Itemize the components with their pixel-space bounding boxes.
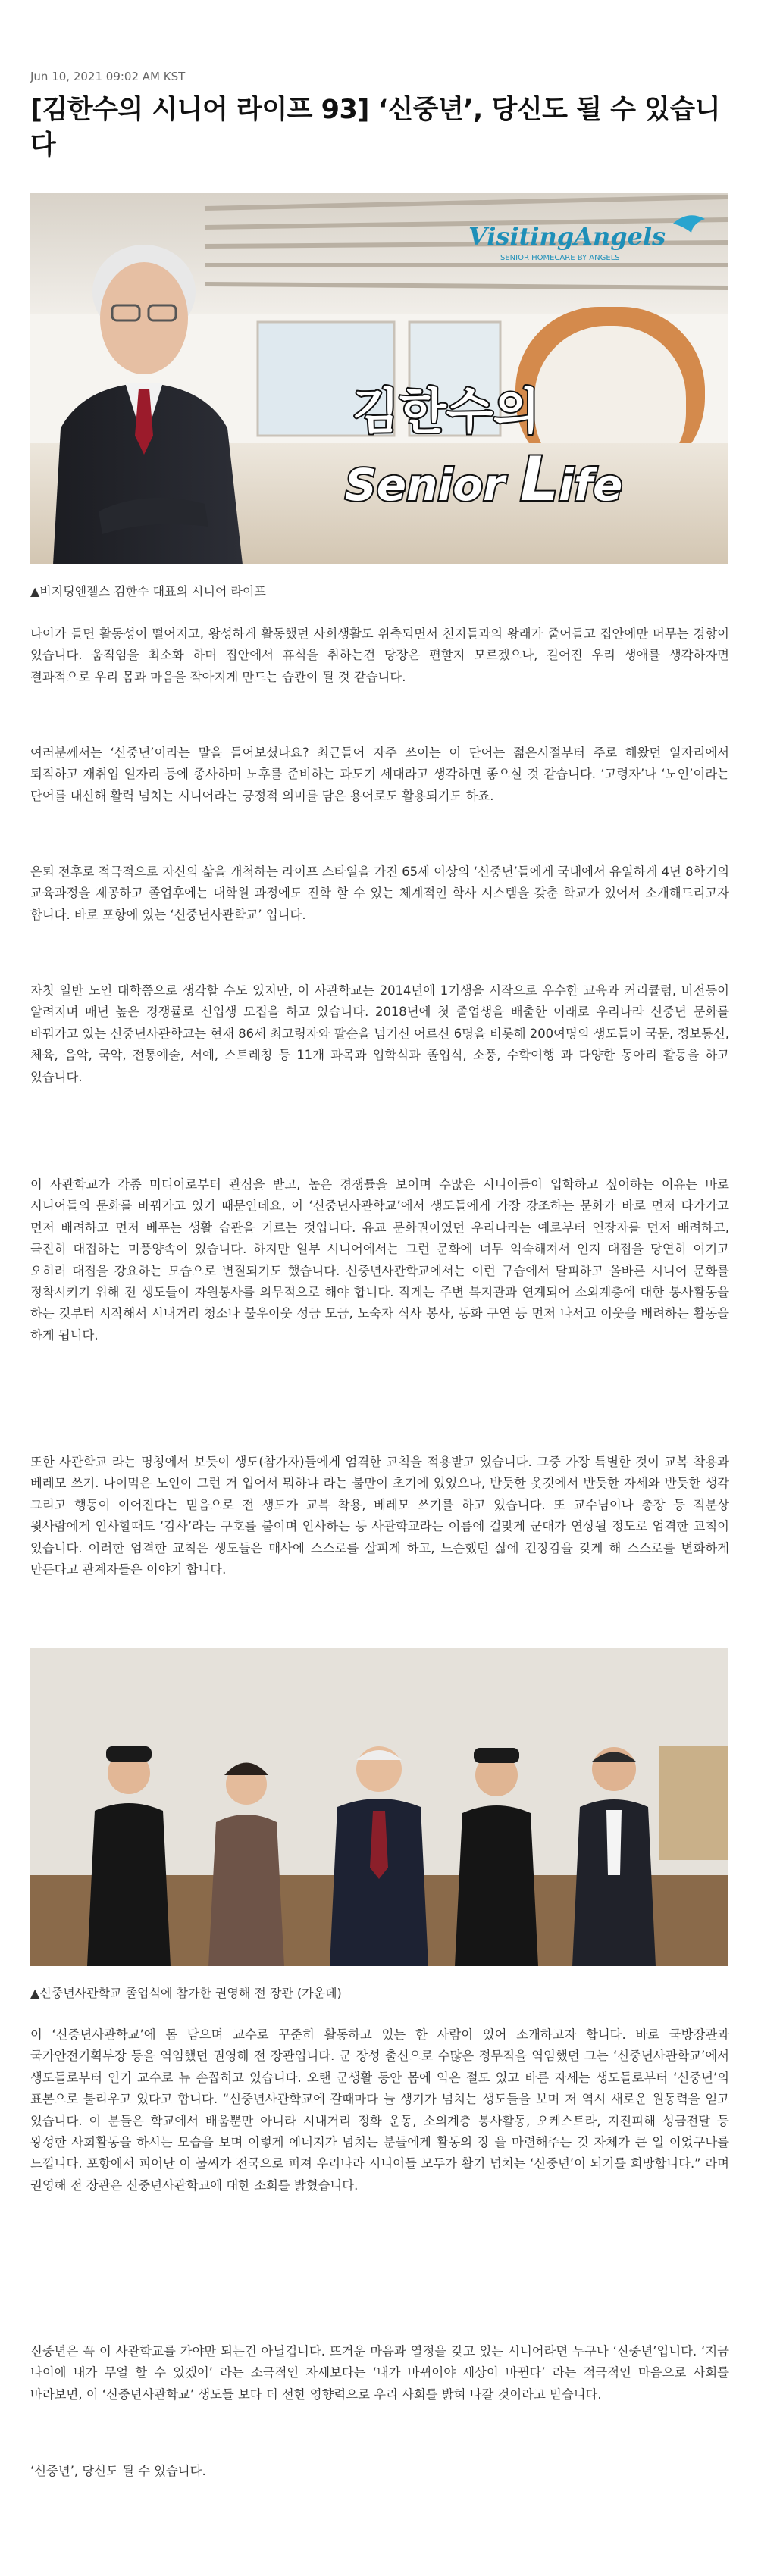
paragraph-2: 여러분께서는 ‘신중년’이라는 말을 들어보셨나요? 최근들어 자주 쓰이는 이 단어는 젊은시절부터 주로 해왔던 일자리에서 퇴직하고 재취업 일자리 등에 종사하며 노후를 준비하는 과도기 세대라고 생각하면 좋으실 것 같습니다. ‘고령자’나 ‘노인’이라는 단어를 대신해 활력 넘치는 시니어라는 긍정적 의미를 담은 용어로도 활용되기도 하죠. (30, 746, 729, 803)
paragraph-1: 나이가 들면 활동성이 떨어지고, 왕성하게 활동했던 사회생활도 위축되면서 친지들과의 왕래가 줄어들고 집안에만 머무는 경향이 있습니다. 움직임을 최소화 하며 집안에서 휴식을 취하는건 당장은 편할지 모르겠으나, 길어진 우리 생애를 생각하자면 결과적으로 우리 몸과 마음을 작아지게 만드는 습관이 될 것 같습니다. (30, 627, 729, 684)
paragraph-8: 신중년은 꼭 이 사관학교를 가야만 되는건 아닐겁니다. 뜨거운 마음과 열정을 갖고 있는 시니어라면 누구나 ‘신중년’입니다. ‘지금 나이에 내가 무얼 할 수 있겠어’ 라는 소극적인 자세보다는 ‘내가 바뀌어야 세상이 바뀐다’ 라는 적극적인 마음으로 사회를 바라보면, 이 ‘신중년사관학교’ 생도들 보다 더 선한 영향력으로 우리 사회를 밝혀 나갈 것이라고 믿습니다. (30, 2344, 729, 2402)
graduation-photo (30, 1648, 728, 1966)
banner-series-text: Senior Life (345, 444, 623, 514)
logo-text: VisitingAngels (468, 222, 666, 251)
graduation-illustration (30, 1648, 728, 1966)
article-date: Jun 10, 2021 09:02 AM KST (30, 70, 186, 83)
banner-illustration (30, 193, 728, 564)
paragraph-3: 은퇴 전후로 적극적으로 자신의 삶을 개척하는 라이프 스타일을 가진 65세 이상의 ‘신중년’들에게 국내에서 유일하게 4년 8학기의 교육과정을 제공하고 졸업후에는 대학원 과정에도 진학 할 수 있는 체계적인 학사 시스템을 갖춘 학교가 있어서 소개해드리고자 합니다. 바로 포항에 있는 ‘신중년사관학교’ 입니다. (30, 864, 729, 922)
paragraph-9: ‘신중년’, 당신도 될 수 있습니다. (30, 2464, 206, 2478)
graduation-photo-caption: ▲신중년사관학교 졸업식에 참가한 권영해 전 장관 (가운데) (30, 1986, 342, 2000)
paragraph-6: 또한 사관학교 라는 명칭에서 보듯이 생도(참가자)들에게 엄격한 교칙을 적용받고 있습니다. 그중 가장 특별한 것이 교복 착용과 베레모 쓰기. 나이먹은 노인이 그런 거 입어서 뭐하냐 라는 불만이 초기에 있었으나, 반듯한 옷깃에서 반듯한 자세와 반듯한 생각 그리고 행동이 이어진다는 믿음으로 전 생도가 교복 착용, 베레모 쓰기를 하고 있습니다. 또 교수님이나 총장 등 직분상 윗사람에게 인사할때도 ‘감사’라는 구호를 붙이며 인사하는 등 사관학교라는 이름에 걸맞게 군대가 연상될 정도로 엄격한 교칙이 있습니다. 이러한 엄격한 교칙은 생도들은 매사에 스스로를 살피게 하고, 느슨했던 삶에 긴장감을 갖게 해 스스로를 변화하게 만든다고 관계자들은 이야기 합니다. (30, 1455, 729, 1577)
paragraph-4: 자칫 일반 노인 대학쯤으로 생각할 수도 있지만, 이 사관학교는 2014년에 1기생을 시작으로 우수한 교육과 커리큘럼, 비전등이 알려지며 매년 높은 경쟁률로 신입생 모집을 하고 있습니다. 2018년에 첫 졸업생을 배출한 이래로 우리나라 신중년 문화를 바꿔가고 있는 신중년사관학교는 현재 86세 최고령자와 팔순을 넘기신 어르신 6명을 비롯해 200여명의 생도들이 국문, 정보통신, 체육, 음악, 국악, 전통예술, 서예, 스트레칭 등 11개 과목과 입학식과 졸업식, 소풍, 수학여행 과 다양한 동아리 활동을 하고 있습니다. (30, 983, 729, 1084)
article-title: [김한수의 시니어 라이프 93] ‘신중년’, 당신도 될 수 있습니다 (30, 95, 721, 161)
banner-caption: ▲비지팅엔젤스 김한수 대표의 시니어 라이프 (30, 584, 266, 599)
banner-name-text: 김한수의 (352, 384, 540, 440)
banner-image (30, 193, 728, 564)
paragraph-7: 이 ‘신중년사관학교’에 몸 담으며 교수로 꾸준히 활동하고 있는 한 사람이 있어 소개하고자 합니다. 바로 국방장관과 국가안전기획부장 등을 역임했던 권영해 전 장관입니다. 군 장성 출신으로 수많은 정무직을 역임했던 그는 ‘신중년사관학교’에서 생도들로부터 인기 교수로 뉴 손꼽히고 있습니다. 오랜 군생활 동안 몸에 익은 절도 있고 바른 자세는 생도들로부터 ‘신중년’의 표본으로 불리우고 있다고 합니다. “신중년사관학교에 갈때마다 늘 생기가 넘치는 생도들을 보며 저 역시 새로운 원동력을 얻고 있습니다. 이 분들은 학교에서 배움뿐만 아니라 시내거리 정화 운동, 소외계층 봉사활동, 오케스트라, 지진피해 성금전달 등 왕성한 사회활동을 하시는 모습을 보며 이렇게 에너지가 넘치는 분들에게 활동의 장 을 마련해주는 것 자체가 큰 일 이었구나를 느낍니다. 포항에서 피어난 이 불씨가 전국으로 퍼져 우리나라 시니어들 모두가 활기 넘치는 ‘신중년’이 되기를 희망합니다.” 라며 권영해 전 장관은 신중년사관학교에 대한 소회를 밝혔습니다. (30, 2027, 729, 2193)
paragraph-5: 이 사관학교가 각종 미디어로부터 관심을 받고, 높은 경쟁률을 보이며 수많은 시니어들이 입학하고 싶어하는 이유는 바로 시니어들의 문화를 바꿔가고 있기 때문인데요, 이 ‘신중년사관학교’에서 생도들에게 가장 강조하는 문화가 바로 먼저 다가가고 먼저 배려하고 먼저 베푸는 생활 습관을 기르는 것입니다. 유교 문화권이였던 우리나라는 예로부터 연장자를 먼저 배려하고, 극진히 대접하는 미풍양속이 있습니다. 하지만 일부 시니어에서는 그런 문화에 너무 익숙해져서 인지 대접을 당연히 여기고 오히려 대접을 강요하는 모습으로 변질되기도 했습니다. 신중년사관학교에서는 이런 구습에서 탈피하고 올바른 시니어 문화를 정착시키기 위해 전 생도들이 자원봉사를 의무적으로 해야 합니다. 작게는 주변 복지관과 연계되어 소외계층에 대한 봉사활동을 하는 것부터 시작해서 시내거리 청소나 불우이웃 성금 모금, 노숙자 식사 봉사, 동화 구연 등 먼저 나서고 이웃을 배려하는 활동을 하게 됩니다. (30, 1177, 729, 1343)
logo-subtitle: SENIOR HOMECARE BY ANGELS (500, 254, 620, 262)
